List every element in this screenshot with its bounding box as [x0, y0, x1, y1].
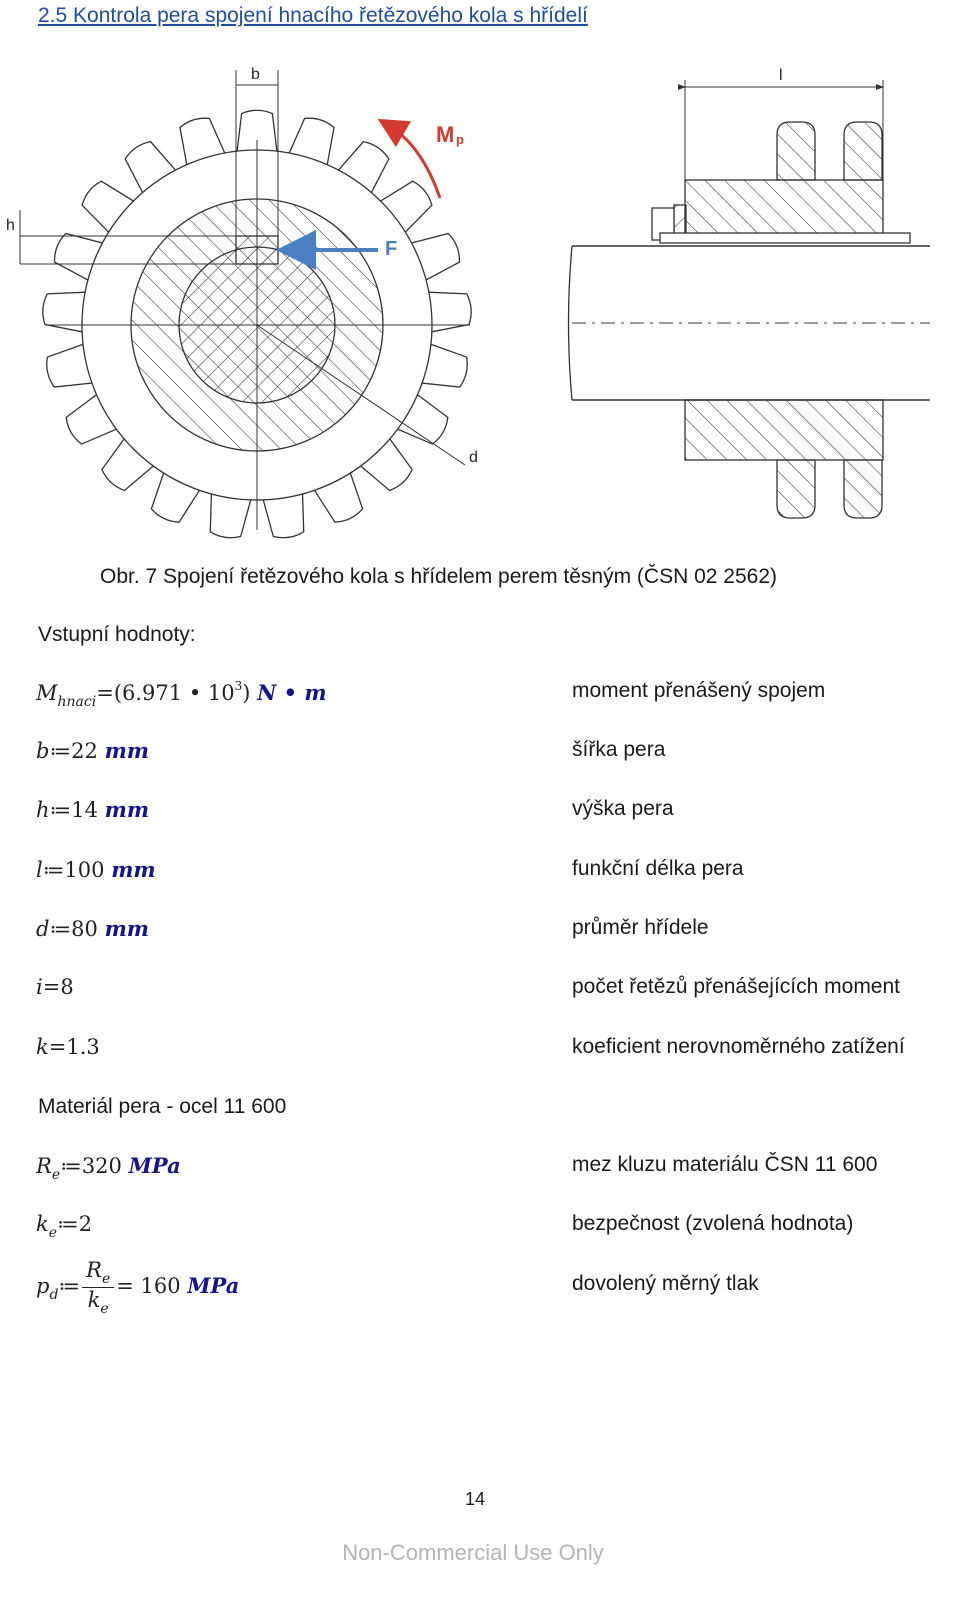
math-l: l≔100 mm: [36, 857, 156, 882]
figure-caption: Obr. 7 Spojení řetězového kola s hřídelem perem těsným (ČSN 02 2562): [100, 565, 778, 588]
row-h: [0, 797, 960, 837]
math-h: h≔14 mm: [36, 797, 150, 822]
desc-i: počet řetězů přenášejících moment: [572, 975, 901, 998]
moment-mp-label: M: [436, 122, 455, 147]
moment-mp-subscript: p: [456, 132, 464, 147]
row-k: [0, 1035, 960, 1075]
desc-d: průměr hřídele: [572, 916, 709, 939]
material-title: Materiál pera - ocel 11 600: [38, 1095, 287, 1118]
math-k: k=1.3: [36, 1035, 100, 1059]
desc-k: koeficient nerovnoměrného zatížení: [572, 1035, 905, 1058]
row-i: [0, 975, 960, 1015]
force-f-label: F: [385, 238, 398, 260]
desc-ke: bezpečnost (zvolená hodnota): [572, 1212, 854, 1235]
desc-re: mez kluzu materiálu ČSN 11 600: [572, 1153, 878, 1176]
sprocket-side-section: [569, 67, 931, 518]
dim-d-label: d: [469, 449, 478, 466]
sprocket-figure: [0, 50, 960, 540]
dim-b-label: b: [251, 66, 260, 83]
math-m-hnaci: $M_{hnaci}=(6.971$ • $10^3$) N • m: [36, 679, 327, 710]
math-pd: $p_d≔$ $\frac{R_e}{k_e}$ = 160 MPa: [36, 1258, 240, 1317]
fraction-re-ke: $\frac{R_e}{k_e}$: [82, 1258, 114, 1317]
math-i: i=8: [36, 975, 74, 999]
math-re: $R_e≔320$ MPa: [36, 1153, 181, 1183]
math-b: b≔22 mm: [36, 738, 150, 763]
watermark: Non-Commercial Use Only: [342, 1540, 604, 1565]
row-pd: [0, 1258, 960, 1317]
dim-h-label: h: [6, 217, 15, 234]
math-d: d≔80 mm: [36, 916, 150, 941]
desc-pd: dovolený měrný tlak: [572, 1272, 759, 1295]
inputs-title: Vstupní hodnoty:: [38, 623, 196, 646]
page-number: 14: [464, 1489, 486, 1509]
row-b: [0, 738, 960, 778]
row-m-hnaci: [0, 679, 960, 719]
desc-h: výška pera: [572, 797, 674, 820]
row-re: [0, 1153, 960, 1193]
desc-l: funkční délka pera: [572, 857, 744, 880]
section-heading: 2.5 Kontrola pera spojení hnacího řetězového kola s hřídelí: [38, 4, 588, 27]
dim-l-label: l: [779, 67, 783, 84]
desc-m-hnaci: moment přenášený spojem: [572, 679, 826, 702]
sprocket-front-view: [6, 66, 478, 538]
row-d: [0, 916, 960, 956]
desc-b: šířka pera: [572, 738, 666, 761]
row-ke: [0, 1212, 960, 1252]
math-ke: $k_e≔2$: [36, 1212, 93, 1241]
row-l: [0, 857, 960, 897]
